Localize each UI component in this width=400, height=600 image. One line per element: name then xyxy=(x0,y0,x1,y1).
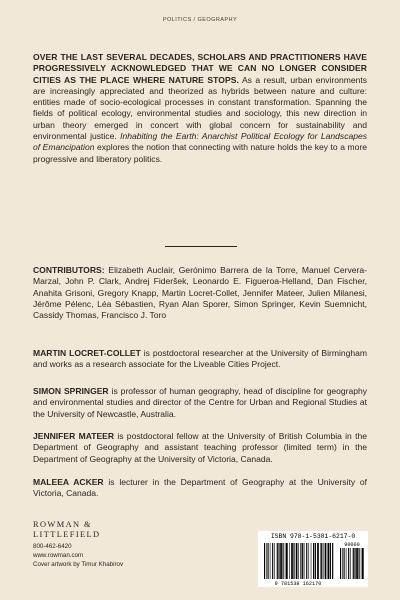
barcode-bar xyxy=(350,548,351,579)
barcode-bar xyxy=(328,543,330,579)
publisher-website: www.rowman.com xyxy=(33,551,84,559)
contributors-label: CONTRIBUTORS: xyxy=(33,265,105,275)
section-divider xyxy=(165,246,237,247)
barcode-bar xyxy=(274,543,275,579)
contributors-names: Elizabeth Auclair, Gerónimo Barrera de la Torre, Manuel Cervera-Marzal, John P. Clark, Andrej Fideršek, Leonardo E. Figueroa-Helland, Dan Fischer, Anahita Grisoni, Gregory Knapp, Martin Locret-Collet, Jennifer Mateer, Julien Milanesi, Jérôme Pélenc, Léa Sébastien, Ryan Alan Sporer, Simon Springer, Kevin Suemnicht, Cassidy Thomas, Francisco J. Toro xyxy=(33,265,367,321)
blurb-lead: OVER THE LAST SEVERAL DECADES, SCHOLARS AND PRACTITIONERS HAVE PROGRESSIVELY ACKNOWLEDGED THAT WE CAN NO LONGER CONSIDER CITIES AS THE PLACE WHERE NATURE STOPS. xyxy=(33,52,367,85)
author-bio xyxy=(33,386,367,420)
barcode-bar xyxy=(280,543,282,579)
barcode-bar xyxy=(330,543,331,579)
barcode-bar xyxy=(266,543,267,579)
barcode-bar xyxy=(344,548,345,579)
barcode-bar xyxy=(306,543,307,579)
author-bio xyxy=(33,477,367,500)
contributors-list xyxy=(33,265,367,321)
barcode-bar xyxy=(311,543,312,579)
barcode-bar xyxy=(293,543,294,579)
barcode-bar xyxy=(296,543,298,579)
author-name: JENNIFER MATEER xyxy=(33,431,115,441)
barcode-bar xyxy=(285,543,286,579)
barcode-bar xyxy=(313,543,314,579)
author-name: MALEEA ACKER xyxy=(33,477,104,487)
barcode-bar xyxy=(356,548,358,579)
author-name: SIMON SPRINGER xyxy=(33,386,109,396)
author-bio-text: is postdoctoral researcher at the University of Birmingham and works as a research associate for the Liveable Cities Project. xyxy=(33,348,367,370)
barcode-bar xyxy=(298,543,299,579)
barcode-bar xyxy=(291,543,293,579)
blurb-tail: explores the notion that connecting with nature holds the key to a more progressive and liberatory politics. xyxy=(33,142,368,164)
barcode-bar xyxy=(264,543,265,579)
barcode-bar xyxy=(332,543,333,579)
barcode-bar xyxy=(315,543,316,579)
barcode-bar xyxy=(304,543,305,579)
author-name: MARTIN LOCRET-COLLET xyxy=(33,348,141,358)
barcode-bar xyxy=(342,548,343,579)
barcode-bar xyxy=(277,543,278,579)
barcode-bar xyxy=(286,543,288,579)
barcode-box xyxy=(258,531,368,587)
barcode-bar xyxy=(354,548,355,579)
barcode-icon xyxy=(258,541,368,587)
cover-credit: Cover artwork by Timur Khabirov xyxy=(33,560,124,568)
author-bio-text: is lecturer in the Department of Geography at the University of Victoria, Canada. xyxy=(33,477,368,499)
barcode-bar xyxy=(346,548,347,579)
barcode-bar xyxy=(300,543,301,579)
barcode-bar xyxy=(289,543,290,579)
book-title: Inhabiting the Earth: Anarchist Political Ecology for Landscapes of Emancipation xyxy=(33,131,368,153)
barcode-bar xyxy=(325,543,327,579)
barcode-bar xyxy=(317,543,319,579)
barcode-bar xyxy=(361,548,362,579)
isbn-text: ISBN 978-1-5381-6217-0 xyxy=(270,533,356,540)
price-code: 90000 xyxy=(344,542,360,548)
author-bio xyxy=(33,431,367,465)
barcode-bar xyxy=(362,548,364,579)
barcode-bar xyxy=(323,543,324,579)
barcode-bar xyxy=(272,543,273,579)
barcode-bar xyxy=(348,548,349,579)
book-blurb xyxy=(33,52,367,165)
publisher-logo-line2: LITTLEFIELD xyxy=(33,530,101,539)
publisher-logo-line1: ROWMAN & xyxy=(33,520,92,529)
author-bio-text: is professor of human geography, head of discipline for geography and environmental studies and director of the Centre for Urban and Regional Studies at the University of Newcastle, Australia. xyxy=(33,386,367,419)
ean-digits: 9 781538 162170 xyxy=(274,581,322,587)
publisher-phone: 800-462-6420 xyxy=(33,543,72,550)
barcode-bar xyxy=(268,543,269,579)
barcode-bar xyxy=(321,543,322,579)
publisher-block xyxy=(33,520,163,569)
author-bio xyxy=(33,348,367,371)
category-label: POLITICS / GEOGRAPHY xyxy=(162,17,238,23)
barcode-bar xyxy=(320,543,321,579)
barcode-bar xyxy=(359,548,360,579)
barcode-bar xyxy=(340,548,341,579)
barcode-bar xyxy=(308,543,309,579)
barcode-bar xyxy=(302,543,303,579)
barcode-bar xyxy=(278,543,279,579)
barcode-bar xyxy=(283,543,284,579)
blurb-body: As a result, urban environments are increasingly appreciated and theorized as hybrids between nature and culture: entities made of socio-ecological processes in constant transformation. Spanning the fields of political ecology, environmental studies and sociology, this new direction in urban theory emerged in concert with global concern for sustainability and environmental justice. xyxy=(33,74,367,142)
barcode-bar xyxy=(353,548,354,579)
author-bio-text: is postdoctoral fellow at the University of British Columbia in the Department of Geography and assistant teaching professor (limited term) in the Department of Geography at the University of Victoria, Canada. xyxy=(33,431,368,464)
barcode-bar xyxy=(270,543,271,579)
